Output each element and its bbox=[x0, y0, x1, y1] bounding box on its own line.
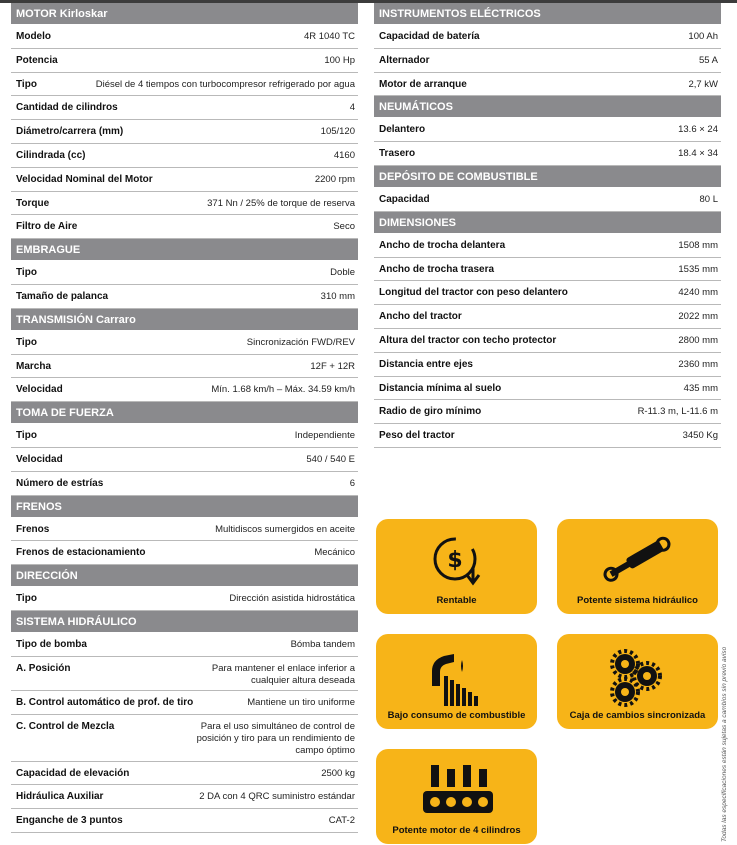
spec-label: Velocidad Nominal del Motor bbox=[16, 173, 153, 185]
spec-label: Frenos de estacionamiento bbox=[16, 547, 146, 559]
spec-label: Enganche de 3 puntos bbox=[16, 815, 123, 827]
spec-value: 4160 bbox=[333, 149, 355, 161]
spec-row bbox=[11, 785, 358, 809]
spec-row bbox=[374, 188, 721, 212]
spec-value: 13.6 × 24 bbox=[678, 124, 718, 136]
dollar-down-icon bbox=[427, 531, 487, 591]
spec-label: Número de estrías bbox=[16, 477, 104, 489]
section-header: DEPÓSITO DE COMBUSTIBLE bbox=[374, 166, 721, 188]
spec-value: 2022 mm bbox=[678, 311, 718, 323]
svg-text:$: $ bbox=[446, 548, 463, 573]
spec-row bbox=[374, 142, 721, 166]
section-header: DIRECCIÓN bbox=[11, 565, 358, 587]
badge-label: Rentable bbox=[436, 595, 477, 606]
spec-value: 4R 1040 TC bbox=[303, 31, 355, 42]
spec-value: 310 mm bbox=[320, 290, 355, 302]
spec-label: B. Control automático de prof. de tiro bbox=[16, 696, 194, 708]
spec-value: 100 Hp bbox=[324, 54, 355, 66]
spec-label: Distancia entre ejes bbox=[379, 358, 473, 370]
spec-value: R-11.3 m, L-11.6 m bbox=[637, 406, 718, 418]
spec-row bbox=[374, 424, 721, 448]
spec-row bbox=[374, 329, 721, 353]
spec-label: Peso del tractor bbox=[379, 430, 455, 442]
badge-rentable bbox=[376, 519, 537, 614]
spec-row bbox=[374, 281, 721, 305]
spec-row bbox=[11, 809, 358, 833]
spec-value: 4240 mm bbox=[678, 287, 718, 299]
spec-label: Tipo bbox=[16, 336, 37, 348]
spec-value: 55 A bbox=[698, 54, 718, 66]
spec-value: Dirección asistida hidrostática bbox=[229, 593, 355, 605]
spec-row bbox=[11, 168, 358, 192]
spec-row bbox=[11, 355, 358, 379]
spec-value: Independiente bbox=[294, 430, 355, 442]
spec-value: 371 Nn / 25% de torque de reserva bbox=[207, 197, 355, 209]
spec-row bbox=[11, 285, 358, 309]
badge-engine bbox=[376, 749, 537, 844]
spec-label: Cantidad de cilindros bbox=[16, 102, 118, 114]
spec-row bbox=[374, 234, 721, 258]
spec-label: Capacidad de batería bbox=[379, 31, 480, 42]
spec-row bbox=[11, 472, 358, 496]
spec-value: Doble bbox=[330, 267, 355, 279]
spec-label: Filtro de Aire bbox=[16, 221, 78, 233]
spec-value: 4 bbox=[349, 102, 355, 114]
spec-label: C. Control de Mezcla bbox=[16, 720, 115, 732]
spec-label: Frenos bbox=[16, 523, 50, 535]
section-header: EMBRAGUE bbox=[11, 239, 358, 261]
spec-label: Tipo bbox=[16, 267, 37, 279]
spec-row bbox=[11, 541, 358, 565]
spec-value: Para mantener el enlace inferior a cualquier altura deseada bbox=[211, 662, 355, 686]
badge-label: Potente sistema hidráulico bbox=[577, 595, 698, 606]
badge-label: Caja de cambios sincronizada bbox=[569, 710, 706, 721]
fuel-nozzle-icon bbox=[422, 646, 492, 708]
spec-row bbox=[11, 215, 358, 239]
spec-label: Altura del tractor con techo protector bbox=[379, 334, 557, 346]
spec-label: Ancho de trocha trasera bbox=[379, 263, 495, 275]
badge-label: Potente motor de 4 cilindros bbox=[392, 825, 521, 836]
spec-row bbox=[11, 424, 358, 448]
spec-label: Motor de arranque bbox=[379, 78, 467, 90]
spec-row bbox=[11, 587, 358, 611]
spec-row bbox=[11, 448, 358, 472]
spec-label: Tamaño de palanca bbox=[16, 290, 109, 302]
spec-value: Mín. 1.68 km/h – Máx. 34.59 km/h bbox=[211, 384, 355, 396]
disclaimer-text: Todas las especificaciones están sujetas a cambios sin previo aviso bbox=[721, 646, 728, 842]
spec-value: 6 bbox=[349, 477, 355, 489]
spec-label: Tipo de bomba bbox=[16, 638, 87, 650]
spec-value: 12F + 12R bbox=[310, 360, 355, 372]
spec-value: Diésel de 4 tiempos con turbocompresor refrigerado por agua bbox=[95, 78, 355, 90]
engine-icon bbox=[417, 761, 497, 823]
spec-label: Distancia mínima al suelo bbox=[379, 382, 502, 394]
spec-label: Radio de giro mínimo bbox=[379, 406, 482, 418]
spec-label: Ancho del tractor bbox=[379, 311, 462, 323]
spec-row bbox=[374, 118, 721, 142]
spec-value: 18.4 × 34 bbox=[678, 148, 718, 160]
spec-value: 2360 mm bbox=[678, 358, 718, 370]
spec-value: 3450 Kg bbox=[682, 430, 718, 442]
spec-row bbox=[11, 518, 358, 542]
spec-row bbox=[11, 96, 358, 120]
spec-label: A. Posición bbox=[16, 662, 71, 674]
spec-value: 2500 kg bbox=[321, 767, 355, 779]
spec-label: Tipo bbox=[16, 593, 37, 605]
section-header: FRENOS bbox=[11, 496, 358, 518]
spec-row bbox=[374, 353, 721, 377]
spec-value: 2800 mm bbox=[678, 334, 718, 346]
spec-value: 105/120 bbox=[320, 126, 355, 138]
right-spec-column bbox=[374, 3, 721, 448]
spec-value: Mantiene un tiro uniforme bbox=[247, 696, 355, 708]
spec-row bbox=[374, 305, 721, 329]
spec-label: Hidráulica Auxiliar bbox=[16, 791, 104, 803]
spec-label: Torque bbox=[16, 197, 50, 209]
spec-row bbox=[11, 715, 358, 762]
spec-row bbox=[11, 25, 358, 49]
spec-label: Longitud del tractor con peso delantero bbox=[379, 287, 568, 299]
spec-label: Diámetro/carrera (mm) bbox=[16, 126, 124, 138]
spec-label: Cilindrada (cc) bbox=[16, 149, 86, 161]
spec-label: Trasero bbox=[379, 148, 416, 160]
gears-icon bbox=[603, 646, 673, 708]
section-header: SISTEMA HIDRÁULICO bbox=[11, 611, 358, 633]
section-header: MOTOR Kirloskar bbox=[11, 3, 358, 25]
spec-row bbox=[11, 378, 358, 402]
section-header: TOMA DE FUERZA bbox=[11, 402, 358, 424]
spec-label: Velocidad bbox=[16, 384, 63, 396]
badge-fuel bbox=[376, 634, 537, 729]
spec-value: Multidiscos sumergidos en aceite bbox=[215, 523, 355, 535]
spec-label: Tipo bbox=[16, 430, 37, 442]
spec-row bbox=[11, 633, 358, 657]
spec-value: CAT-2 bbox=[328, 815, 355, 827]
spec-value: 540 / 540 E bbox=[306, 453, 355, 465]
spec-value: 2200 rpm bbox=[314, 173, 355, 185]
spec-value: 2 DA con 4 QRC suministro estándar bbox=[199, 791, 355, 803]
section-header: INSTRUMENTOS ELÉCTRICOS bbox=[374, 3, 721, 25]
spec-row bbox=[11, 49, 358, 73]
spec-row bbox=[374, 49, 721, 73]
spec-row bbox=[374, 25, 721, 49]
spec-row bbox=[11, 144, 358, 168]
badge-hydraulic bbox=[557, 519, 718, 614]
spec-value: 435 mm bbox=[683, 382, 718, 394]
badge-gearbox bbox=[557, 634, 718, 729]
spec-value: Para el uso simultáneo de control de posición y tiro para un rendimiento de campo óptimo bbox=[196, 720, 355, 756]
spec-label: Marcha bbox=[16, 360, 52, 372]
spec-value: 1535 mm bbox=[678, 263, 718, 275]
spec-value: Seco bbox=[333, 221, 355, 233]
spec-row bbox=[11, 261, 358, 285]
spec-label: Modelo bbox=[16, 31, 51, 42]
spec-label: Capacidad bbox=[379, 193, 430, 205]
spec-value: 100 Ah bbox=[688, 31, 718, 42]
spec-value: Mecánico bbox=[314, 547, 355, 559]
spec-row bbox=[11, 120, 358, 144]
spec-label: Tipo bbox=[16, 78, 37, 90]
spec-row bbox=[11, 762, 358, 786]
section-header: NEUMÁTICOS bbox=[374, 96, 721, 118]
badge-label: Bajo consumo de combustible bbox=[387, 710, 526, 721]
spec-label: Ancho de trocha delantera bbox=[379, 239, 506, 251]
spec-label: Delantero bbox=[379, 124, 426, 136]
spec-label: Velocidad bbox=[16, 453, 63, 465]
section-header: TRANSMISIÓN Carraro bbox=[11, 309, 358, 331]
spec-row bbox=[11, 657, 358, 691]
spec-value: 1508 mm bbox=[678, 239, 718, 251]
section-header: DIMENSIONES bbox=[374, 212, 721, 234]
spec-value: Bómba tandem bbox=[290, 638, 355, 650]
spec-row bbox=[11, 192, 358, 216]
hydraulic-cylinder-icon bbox=[598, 531, 678, 591]
spec-value: Sincronización FWD/REV bbox=[246, 336, 355, 348]
spec-row bbox=[11, 331, 358, 355]
spec-row bbox=[374, 73, 721, 97]
spec-row bbox=[374, 400, 721, 424]
spec-label: Potencia bbox=[16, 54, 58, 66]
spec-value: 2,7 kW bbox=[688, 78, 718, 90]
left-spec-column bbox=[11, 3, 358, 833]
spec-row bbox=[11, 691, 358, 715]
spec-label: Capacidad de elevación bbox=[16, 767, 130, 779]
spec-label: Alternador bbox=[379, 54, 430, 66]
spec-value: 80 L bbox=[699, 193, 718, 205]
spec-row bbox=[374, 377, 721, 401]
spec-row bbox=[374, 258, 721, 282]
spec-row bbox=[11, 73, 358, 97]
